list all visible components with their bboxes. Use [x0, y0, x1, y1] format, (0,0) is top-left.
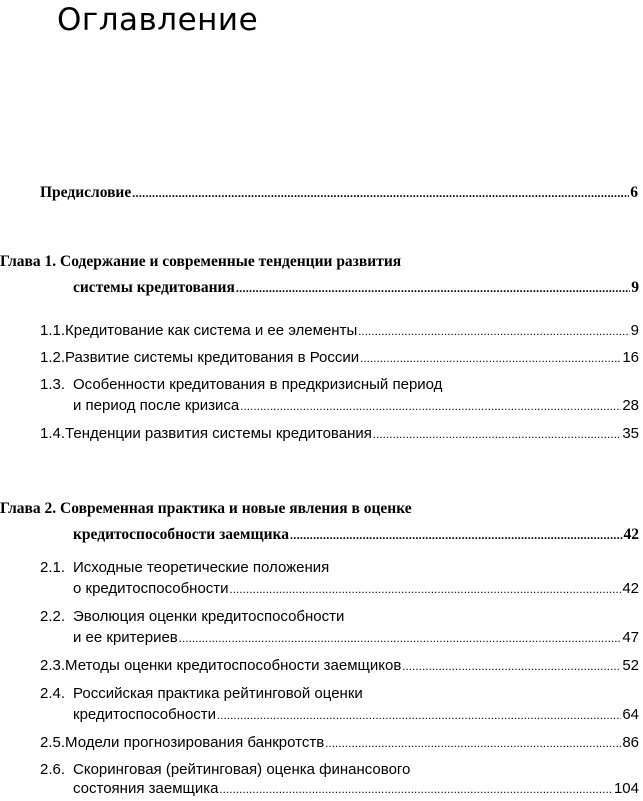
toc-section-label: Модели прогнозирования банкротств	[65, 734, 325, 751]
toc-leader-dots	[402, 656, 621, 676]
toc-section-label-cont: и ее критериев	[73, 629, 178, 646]
toc-page-number: 9	[630, 322, 639, 339]
toc-section-1-2[interactable]	[40, 348, 639, 370]
toc-leader-dots	[236, 278, 630, 298]
toc-section-2-2[interactable]	[40, 607, 639, 629]
toc-leader-dots	[360, 348, 621, 368]
toc-section-number: 2.3.	[40, 657, 66, 674]
toc-page-number: 47	[622, 629, 639, 646]
toc-page-number: 104	[613, 780, 639, 797]
toc-section-1-1[interactable]	[40, 321, 639, 343]
toc-page-number: 86	[622, 734, 639, 751]
toc-chapter-2-heading-cont[interactable]	[73, 525, 639, 547]
toc-leader-dots	[290, 525, 623, 545]
page-title: Оглавление	[57, 2, 259, 38]
toc-section-label: Тенденции развития системы кредитования	[65, 425, 372, 442]
toc-page-number: 64	[622, 706, 639, 723]
toc-chapter-label-cont: системы кредитования	[73, 279, 235, 296]
toc-page-number: 6	[630, 184, 638, 201]
toc-section-label: Российская практика рейтинговой оценки	[73, 685, 363, 702]
toc-section-1-3[interactable]	[40, 375, 639, 397]
toc-section-label: Кредитование как система и ее элементы	[65, 322, 358, 339]
toc-leader-dots	[240, 396, 621, 416]
toc-section-label-cont: кредитоспособности	[73, 706, 217, 723]
toc-leader-dots	[219, 779, 613, 799]
toc-section-number: 1.4.	[40, 425, 66, 442]
toc-chapter-label-cont: кредитоспособности заемщика	[73, 526, 289, 543]
toc-chapter-label: Глава 2. Современная практика и новые явления в оценке	[0, 500, 412, 517]
toc-section-2-4-cont[interactable]	[73, 705, 639, 727]
toc-section-label: Исходные теоретические положения	[73, 559, 330, 576]
toc-section-2-6-cont[interactable]	[73, 779, 639, 801]
toc-section-label: Методы оценки кредитоспособности заемщиков	[65, 657, 402, 674]
toc-leader-dots	[217, 705, 621, 725]
toc-chapter-label: Глава 1. Содержание и современные тенденции развития	[0, 253, 402, 270]
toc-leader-dots	[230, 579, 622, 599]
toc-section-number: 1.2.	[40, 349, 66, 366]
toc-section-number: 2.6.	[40, 761, 66, 778]
toc-page-number: 42	[623, 526, 639, 543]
toc-section-label-cont: состояния заемщика	[73, 780, 219, 797]
toc-section-number: 2.5.	[40, 734, 66, 751]
toc-chapter-2-heading[interactable]	[0, 499, 643, 521]
toc-section-1-3-cont[interactable]	[73, 396, 639, 418]
toc-section-label: Эволюция оценки кредитоспособности	[73, 608, 345, 625]
toc-entry-label: Предисловие	[40, 184, 132, 201]
toc-section-2-1[interactable]	[40, 558, 639, 580]
toc-section-2-5[interactable]	[40, 733, 639, 755]
toc-section-2-4[interactable]	[40, 684, 639, 706]
toc-section-number: 1.1.	[40, 322, 66, 339]
toc-section-number: 2.2.	[40, 608, 66, 625]
toc-page-number: 52	[622, 657, 639, 674]
toc-section-2-1-cont[interactable]	[73, 579, 639, 601]
toc-page-number: 9	[631, 279, 639, 296]
toc-chapter-1-heading[interactable]	[0, 252, 643, 274]
toc-leader-dots	[132, 183, 629, 203]
toc-section-2-3[interactable]	[40, 656, 639, 678]
toc-leader-dots	[179, 628, 622, 648]
toc-page-number: 35	[622, 425, 639, 442]
toc-section-label-cont: и период после кризиса	[73, 397, 240, 414]
toc-section-label: Развитие системы кредитования в России	[65, 349, 360, 366]
toc-section-label-cont: о кредитоспособности	[73, 580, 229, 597]
toc-leader-dots	[373, 424, 621, 444]
toc-page-number: 42	[622, 580, 639, 597]
toc-section-1-4[interactable]	[40, 424, 639, 446]
toc-section-label: Особенности кредитования в предкризисный период	[73, 376, 443, 393]
toc-chapter-1-heading-cont[interactable]	[73, 278, 639, 300]
toc-page-number: 28	[622, 397, 639, 414]
toc-section-number: 2.1.	[40, 559, 66, 576]
toc-entry-preface[interactable]	[40, 183, 638, 205]
toc-leader-dots	[358, 321, 629, 341]
toc-page-number: 16	[622, 349, 639, 366]
toc-leader-dots	[325, 733, 621, 753]
toc-section-number: 1.3.	[40, 376, 66, 393]
toc-section-2-2-cont[interactable]	[73, 628, 639, 650]
toc-section-number: 2.4.	[40, 685, 66, 702]
toc-section-label: Скоринговая (рейтинговая) оценка финансового	[73, 761, 411, 778]
